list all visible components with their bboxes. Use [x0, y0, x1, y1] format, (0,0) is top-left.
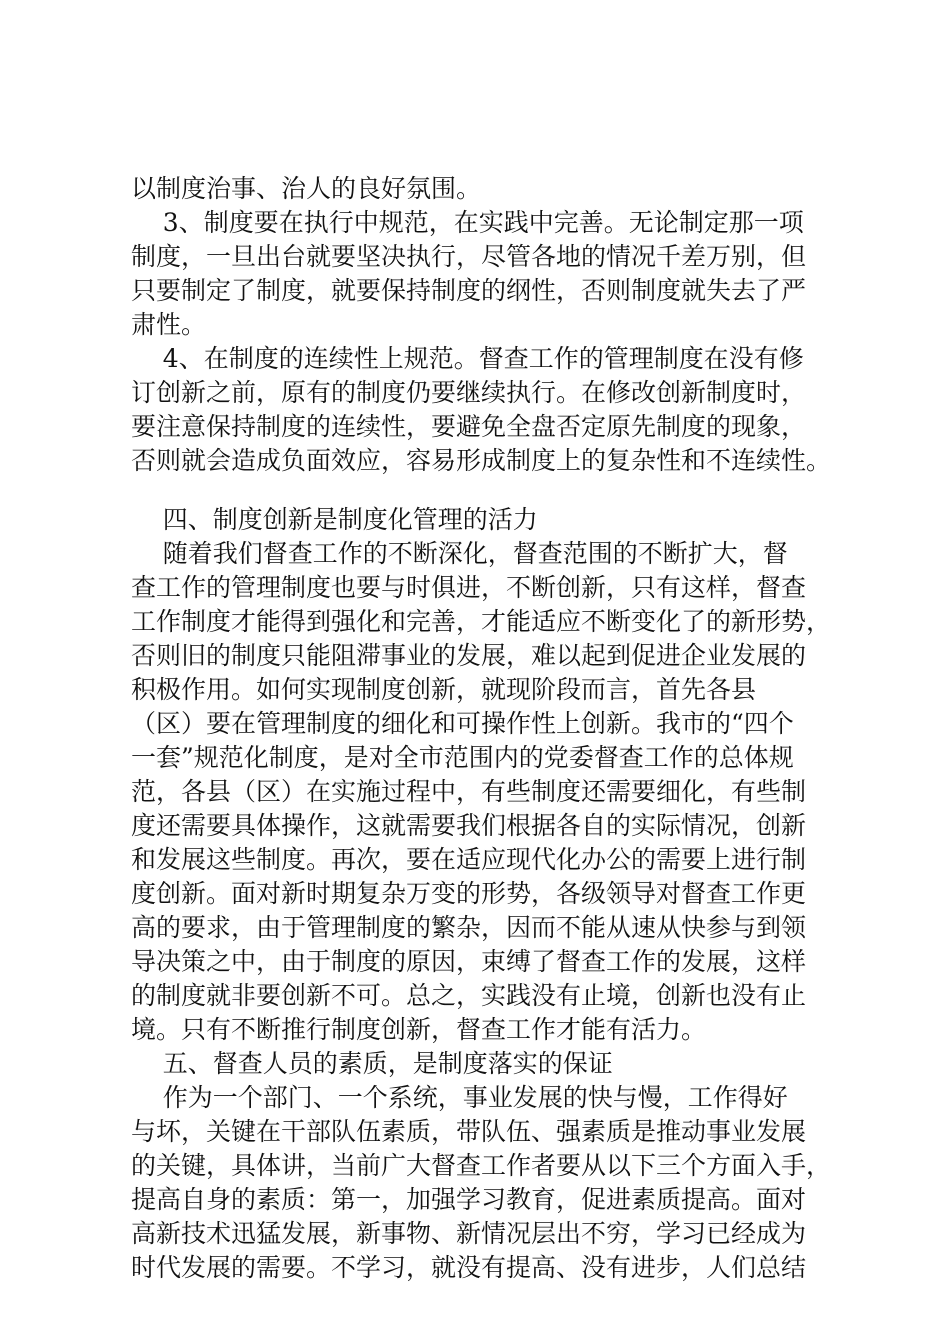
text-line: 与坏，关键在干部队伍素质，带队伍、强素质是推动事业发展 — [131, 1117, 807, 1146]
text-line: 度还需要具体操作，这就需要我们根据各自的实际情况，创新 — [131, 811, 807, 840]
paragraph-gap — [131, 478, 831, 503]
text-line: 否则就会造成负面效应，容易形成制度上的复杂性和不连续性。 — [131, 446, 832, 475]
text-line: 制度，一旦出台就要坚决执行，尽管各地的情况千差万别，但 — [131, 242, 807, 271]
text-line: 高的要求，由于管理制度的繁杂，因而不能从速从快参与到领 — [131, 913, 807, 942]
text-line: 随着我们督查工作的不断深化，督查范围的不断扩大，督 — [131, 539, 788, 568]
text-line: 一套”规范化制度，是对全市范围内的党委督查工作的总体规 — [131, 743, 794, 772]
text-line: 导决策之中，由于制度的原因，束缚了督查工作的发展，这样 — [131, 947, 807, 976]
text-line: 工作制度才能得到强化和完善，才能适应不断变化了的新形势， — [131, 607, 832, 636]
document-body — [131, 172, 831, 1285]
text-line: 订创新之前，原有的制度仍要继续执行。在修改创新制度时， — [131, 378, 807, 407]
text-line: 的关键，具体讲，当前广大督查工作者要从以下三个方面入手， — [131, 1151, 832, 1180]
text-line: 要注意保持制度的连续性，要避免全盘否定原先制度的现象， — [131, 412, 807, 441]
text-line: 度创新。面对新时期复杂万变的形势，各级领导对督查工作更 — [131, 879, 807, 908]
text-line: 以制度治事、治人的良好氛围。 — [131, 174, 482, 203]
text-line: 积极作用。如何实现制度创新，就现阶段而言，首先各县 — [131, 675, 757, 704]
text-line: 3、制度要在执行中规范，在实践中完善。无论制定那一项 — [131, 208, 804, 237]
text-line: 境。只有不断推行制度创新，督查工作才能有活力。 — [131, 1015, 707, 1044]
text-line: 提高自身的素质：第一，加强学习教育，促进素质提高。面对 — [131, 1185, 807, 1214]
text-line: 查工作的管理制度也要与时俱进，不断创新，只有这样，督查 — [131, 573, 807, 602]
text-line: 作为一个部门、一个系统，事业发展的快与慢，工作得好 — [131, 1083, 788, 1112]
text-line: 4、在制度的连续性上规范。督查工作的管理制度在没有修 — [131, 344, 804, 373]
text-line: 范，各县（区）在实施过程中，有些制度还需要细化，有些制 — [131, 777, 807, 806]
text-line: 时代发展的需要。不学习，就没有提高、没有进步，人们总结 — [131, 1253, 807, 1282]
text-line: 只要制定了制度，就要保持制度的纲性，否则制度就失去了严 — [131, 276, 807, 305]
text-line: （区）要在管理制度的细化和可操作性上创新。我市的“四个 — [131, 709, 794, 738]
text-line: 和发展这些制度。再次，要在适应现代化办公的需要上进行制 — [131, 845, 807, 874]
text-line: 肃性。 — [131, 310, 207, 339]
text-line: 高新技术迅猛发展，新事物、新情况层出不穷，学习已经成为 — [131, 1219, 807, 1248]
section-heading: 五、督查人员的素质，是制度落实的保证 — [131, 1049, 613, 1078]
text-line: 的制度就非要创新不可。总之，实践没有止境，创新也没有止 — [131, 981, 807, 1010]
text-line: 否则旧的制度只能阻滞事业的发展，难以起到促进企业发展的 — [131, 641, 807, 670]
section-heading: 四、制度创新是制度化管理的活力 — [131, 505, 538, 534]
